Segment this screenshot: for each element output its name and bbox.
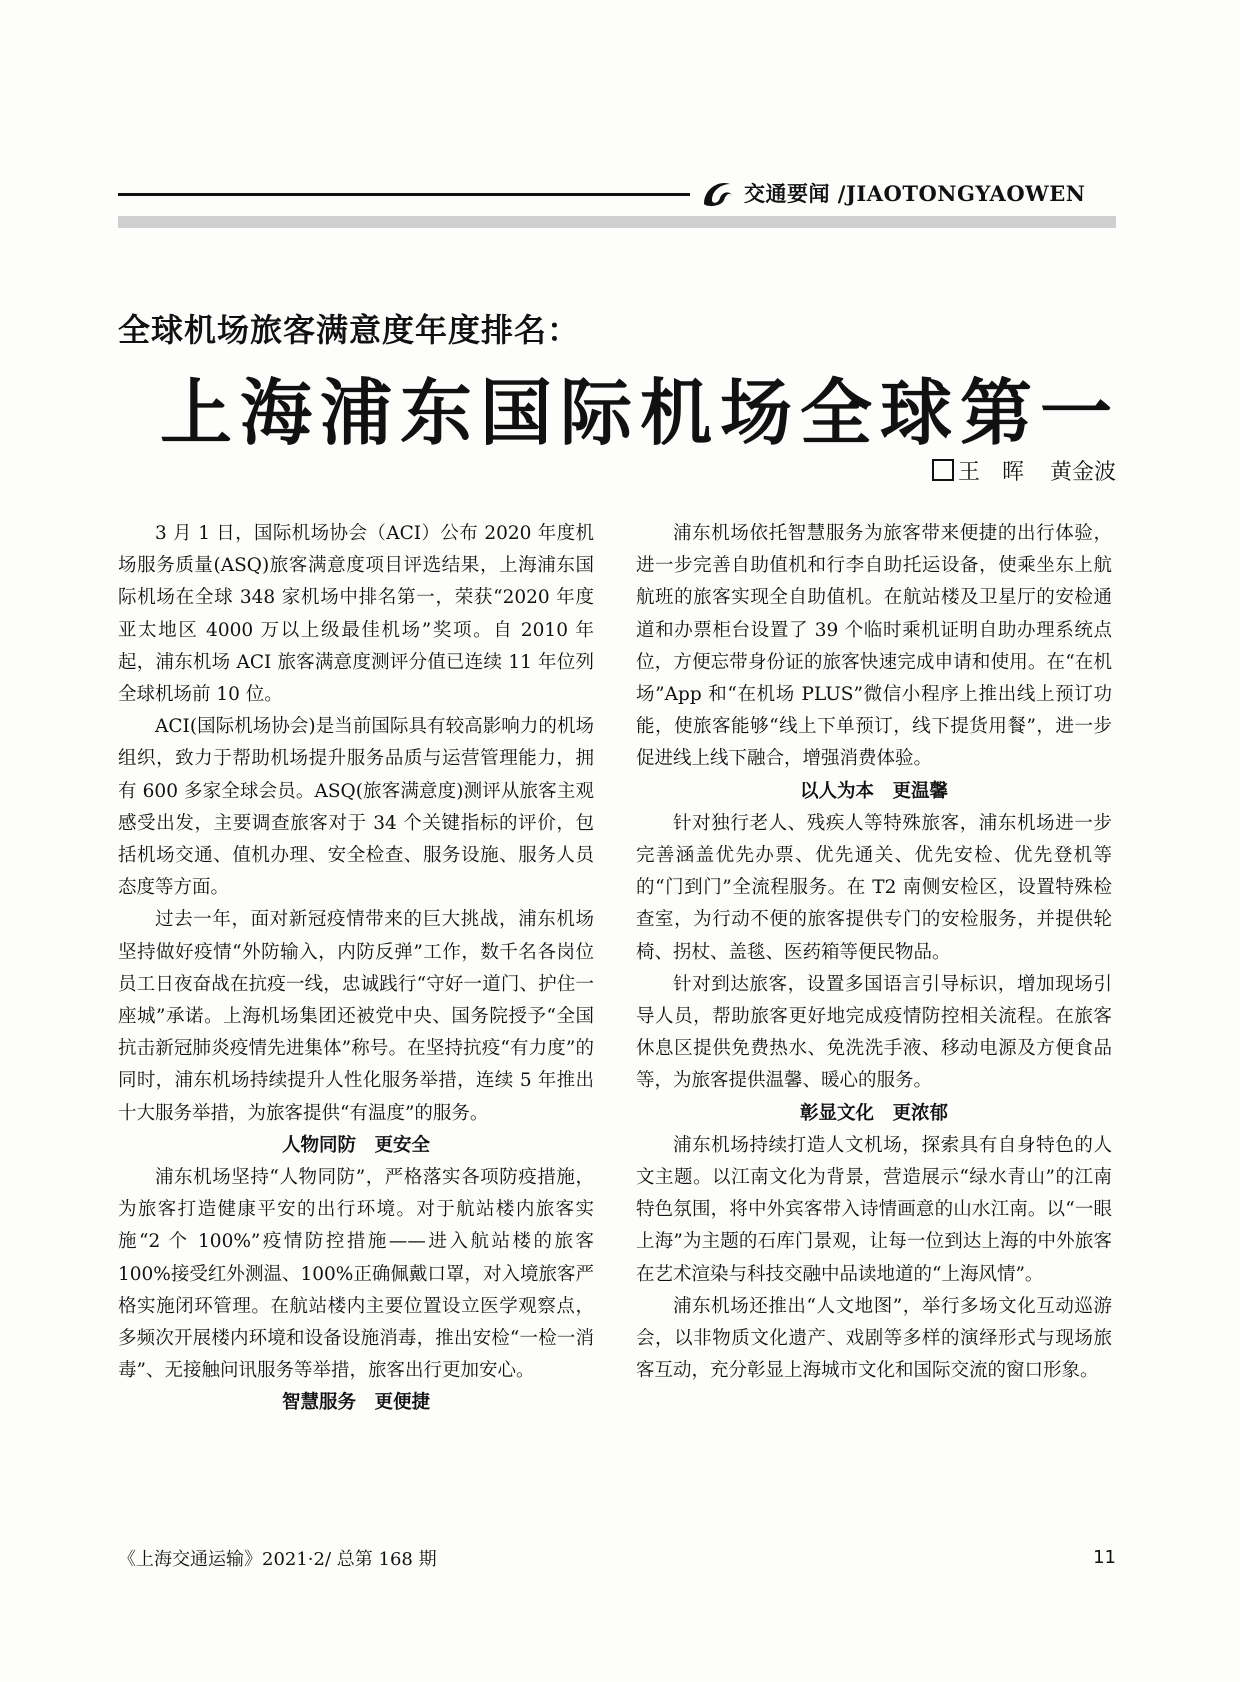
magazine-logo-swirl-icon: [700, 178, 736, 208]
section-heading: 人物同防 更安全: [281, 1134, 430, 1156]
article-authors: [932, 455, 1116, 486]
paragraph: 3 月 1 日，国际机场协会（ACI）公布 2020 年度机场服务质量(ASQ)旅客满意度项目评选结果，上海浦东国际机场在全球 348 家机场中排名第一，荣获“2020 年度亚太地区 4000 万以上级最佳机场”奖项。自 2010 年起，浦东机场 ACI 旅客满意度测评分值已连续 11 年位列全球机场前 10 位。: [118, 523, 594, 706]
paragraph: ACI(国际机场协会)是当前国际具有较高影响力的机场组织，致力于帮助机场提升服务品质与运营管理能力，拥有 600 多家全球会员。ASQ(旅客满意度)测评从旅客主观感受出发，主要调查旅客对于 34 个关键指标的评价，包括机场交通、值机办理、安全检查、服务设施、服务人员态度等方面。: [118, 716, 594, 899]
author-name: 黄金波: [1049, 460, 1116, 485]
article-title: 上海浦东国际机场全球第一: [160, 370, 1121, 455]
section-header: [118, 170, 1116, 218]
paragraph: 针对到达旅客，设置多国语言引导标识，增加现场引导人员，帮助旅客更好地完成疫情防控相关流程。在旅客休息区提供免费热水、免洗洗手液、移动电源及方便食品等，为旅客提供温馨、暖心的服务。: [636, 973, 1112, 1092]
paragraph: 浦东机场依托智慧服务为旅客带来便捷的出行体验，进一步完善自助值机和行李自助托运设备，使乘坐东上航航班的旅客实现全自助值机。在航站楼及卫星厅的安检通道和办票柜台设置了 39 个临时乘机证明自助办理系统点位，方便忘带身份证的旅客快速完成申请和使用。在“在机场”App 和“在机场 PLUS”微信小程序上推出线上预订功能，使旅客能够“线上下单预订，线下提货用餐”，进一步促进线上线下融合，增强消费体验。: [636, 523, 1112, 770]
section-heading: 彰显文化 更浓郁: [799, 1102, 948, 1124]
section-heading: 智慧服务 更便捷: [281, 1392, 430, 1414]
author-name: 王 晖: [957, 460, 1024, 485]
section-label: 交通要闻 /JIAOTONGYAOWEN: [744, 181, 1086, 206]
page-number: 11: [1093, 1547, 1116, 1568]
header-rule: [118, 193, 690, 196]
paragraph: 浦东机场还推出“人文地图”，举行多场文化互动巡游会，以非物质文化遗产、戏剧等多样的演绎形式与现场旅客互动，充分彰显上海城市文化和国际交流的窗口形象。: [636, 1295, 1112, 1382]
article-subtitle: 全球机场旅客满意度年度排名：: [118, 311, 581, 349]
paragraph: 针对独行老人、残疾人等特殊旅客，浦东机场进一步完善涵盖优先办票、优先通关、优先安检、优先登机等的“门到门”全流程服务。在 T2 南侧安检区，设置特殊检查室，为行动不便的旅客提供专门的安检服务，并提供轮椅、拐杖、盖毯、医药箱等便民物品。: [636, 812, 1112, 963]
author-box-icon: [932, 459, 954, 481]
left-column: [118, 518, 594, 1420]
paragraph: 浦东机场持续打造人文机场，探索具有自身特色的人文主题。以江南文化为背景，营造展示“绿水青山”的江南特色氛围，将中外宾客带入诗情画意的山水江南。以“一眼上海”为主题的石库门景观，让每一位到达上海的中外旅客在艺术渲染与科技交融中品读地道的“上海风情”。: [636, 1134, 1112, 1285]
header-gray-bar: [118, 216, 1116, 228]
section-heading: 以人为本 更温馨: [799, 780, 948, 802]
paragraph: 过去一年，面对新冠疫情带来的巨大挑战，浦东机场坚持做好疫情“外防输入，内防反弹”工作，数千名各岗位员工日夜奋战在抗疫一线，忠诚践行“守好一道门、护住一座城”承诺。上海机场集团还被党中央、国务院授予“全国抗击新冠肺炎疫情先进集体”称号。在坚持抗疫“有力度”的同时，浦东机场持续提升人性化服务举措，连续 5 年推出十大服务举措，为旅客提供“有温度”的服务。: [118, 909, 594, 1124]
paragraph: 浦东机场坚持“人物同防”，严格落实各项防疫措施，为旅客打造健康平安的出行环境。对于航站楼内旅客实施“2 个 100%”疫情防控措施——进入航站楼的旅客 100%接受红外测温、100%正确佩戴口罩，对入境旅客严格实施闭环管理。在航站楼内主要位置设立医学观察点，多频次开展楼内环境和设备设施消毒，推出安检“一检一消毒”、无接触问讯服务等举措，旅客出行更加安心。: [118, 1167, 594, 1382]
footer-source: 《上海交通运输》2021·2/ 总第 168 期: [118, 1549, 437, 1570]
right-column: [636, 518, 1112, 1387]
